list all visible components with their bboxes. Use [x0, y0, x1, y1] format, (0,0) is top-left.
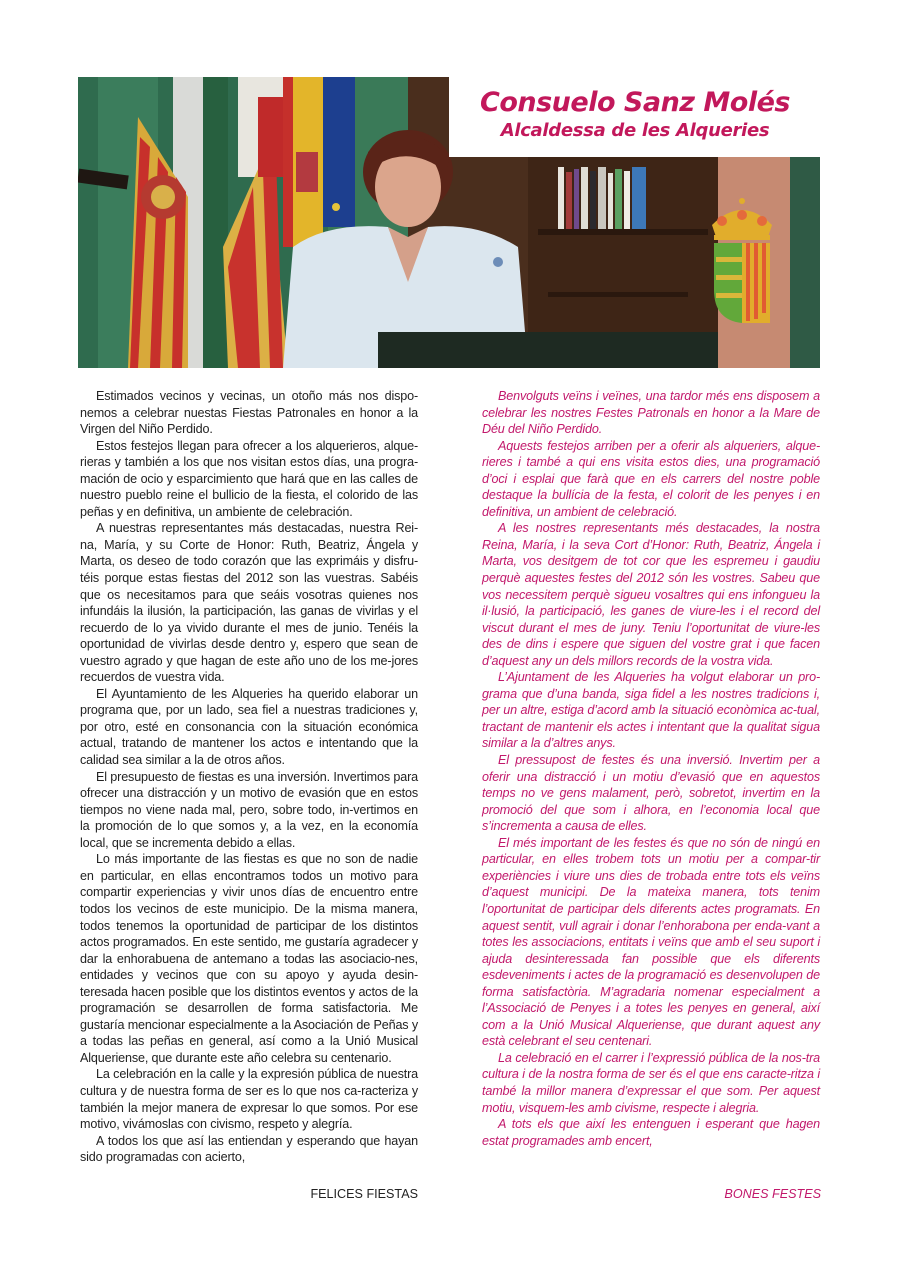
valencian-signoff: BONES FESTES: [724, 1187, 821, 1201]
spanish-column: [80, 388, 418, 1166]
mayor-name: Consuelo Sanz Molés: [480, 87, 790, 118]
paragraph: Estimados vecinos y vecinas, un otoño más nos dispo-nemos a celebrar nuestas Fiestas Patronales en honor a la Virgen del Niño Perdido.: [80, 389, 418, 437]
paragraph: El Ayuntamiento de les Alqueries ha querido elaborar un programa que, por un lado, sea fiel a nuestras tradiciones y, por otro, esté en consonancia con la situación económica actual, tratando de mantener los actos e intentando que la calidad sea similar a la de otros años.: [80, 686, 418, 768]
paragraph: A tots els que així les entenguen i esperant que hagen estat programades amb encert,: [482, 1117, 820, 1148]
coat-of-arms-icon: [702, 185, 782, 325]
paragraph: A todos los que así las entiendan y esperando que hayan sido programadas con acierto,: [80, 1133, 418, 1165]
paragraph: Benvolguts veïns i veïnes, una tardor més ens disposem a celebrar les nostres Festes Patronals en honor a la Mare de Déu del Niño Perdido.: [482, 389, 820, 437]
paragraph: A les nostres representants més destacades, la nostra Reina, María, i la seva Cort d’Honor: Ruth, Beatriz, Ángela i Marta, vos desitgem de tot cor que les espremeu i gaudiu perquè aquestes festes del 2012 són les vostres. Sabeu que vos necessitem perquè sigueu vosaltres qui ens infongueu la il·lusió, la participació, les ganes de viure-les i el record del viscut durant el mes de juny. Teniu l’oportunitat de viure-les des de dins i espere que siguen del vostre grat i que facen d’aquest any un dels millors records de la vostra vida.: [482, 521, 820, 668]
paragraph: Aquests festejos arriben per a oferir als alqueriers, alque-rieres i també a qui ens visita estos dies, una programació d’oci i esplai que farà que en els carrers del nostre poble destaque la bullícia de la festa, el colorit de les penyes i en definitiva, un ambient de celebració.: [482, 438, 820, 519]
paragraph: Lo más importante de las fiestas es que no son de nadie en particular, en ellas encontramos todos un motivo para compartir experiencias y vivir unos días de encuentro entre todos los vecinos de este municipio. De la misma manera, todos tenemos la oportunidad de participar de los distintos actos programados. En este sentido, me gustaría agradecer y dar la enhorabuena de antemano a todas las asociacio-nes, entidades y vecinos que con su apoyo y ayuda desin-teresada hacen posible que los distintos eventos y actos de la programación se desarrollen de forma satisfactoria. Me gustaría mencionar especialmente a la Asociación de Peñas y a todas las peñas en general, así como a la Unió Musical Alqueriense, que durante este año celebra su centenario.: [80, 852, 418, 1065]
spanish-signoff: FELICES FIESTAS: [310, 1187, 418, 1201]
paragraph: La celebración en la calle y la expresión pública de nuestra cultura y de nuestra forma de ser es lo que nos ca-racteriza y también la mejor manera de expresar lo que somos. Por ese motivo, vivámoslas con civismo, respeto y alegría.: [80, 1067, 418, 1132]
paragraph: L’Ajuntament de les Alqueries ha volgut elaborar un pro-grama que d’una banda, siga fidel a les nostres tradicions i, per un altre, estiga d’acord amb la situació econòmica ac-tual, tractant de mantenir els actes i intentant que la qualitat sigua similar a la d’altres anys.: [482, 670, 820, 751]
paragraph: A nuestras representantes más destacadas, nuestra Rei-na, María, y su Corte de Honor: Ruth, Beatriz, Ángela y Marta, os deseo de todo corazón que las exprimáis y disfru-téis porque estas fiestas del 2012 son las vuestras. Sabéis que os necesitamos para que seáis vosotras quienes nos infundáis la ilusión, la participación, las ganas de vivirlas y el recuerdo de lo ya vivido durante el mes de junio. Tenéis la oportunidad de vivirlas desde dentro y, espero que sean de vuestro agrado y que hagan de este año uno de los me-jores recuerdos de vuestra vida.: [80, 521, 418, 685]
valencian-column: [482, 388, 820, 1149]
title-box: [449, 77, 821, 157]
paragraph: El més important de les festes és que no són de ningú en particular, en elles trobem tots un motiu per a compar-tir experiències i viure uns dies de trobada entre tots els veïns d’aquest municipi. De la mateixa manera, tots tenim l’oportunitat de participar dels diferents actes programats. En aquest sentit, vull agrair i donar l’enhorabona per enda-vant a totes les associacions, entitats i veïns que amb el seu suport i ajuda desinteressada fan possible que els diferents esdeveniments i actes de la programació es desenvolupen de forma satisfactòria. M’agradaria nomenar especialment a l’Associació de Penyes i a totes les penyes en general, així com a la Unió Musical Alqueriense, que durant aquest any està celebrant el seu centenari.: [482, 835, 820, 1049]
paragraph: Estos festejos llegan para ofrecer a los alquerieros, alque-rieras y también a los que nos visitan estos días, una progra-mación de ocio y esparcimiento que hará que en las calles de nuestro pueblo reine el bullicio de la fiesta, el colorido de las peñas y en definitiva, un ambiente de celebración.: [80, 438, 418, 519]
paragraph: El pressupost de festes és una inversió. Invertim per a oferir una distracció i un motiu d’evasió que en aquestos temps no ve gens malament, però, sobretot, invertim en la promoció del que som i alhora, en l’economia local que s’incrementa a causa de elles.: [482, 753, 820, 834]
paragraph: El presupuesto de fiestas es una inversión. Invertimos para ofrecer una distracción y un motivo de evasión que en estos tiempos no viene nada mal, pero, sobre todo, in-vertimos en la promoción de lo que somos y, a la vez, en la economía local, que se incrementa debido a ellas.: [80, 769, 418, 850]
paragraph: La celebració en el carrer i l’expressió pública de la nos-tra cultura i de la nostra forma de ser és el que ens caracte-ritza i també la millor manera d’expressar el que som. Per aquest motiu, visquem-les amb civisme, respecte i alegria.: [482, 1050, 820, 1115]
mayor-role: Alcaldessa de les Alqueries: [500, 120, 770, 141]
